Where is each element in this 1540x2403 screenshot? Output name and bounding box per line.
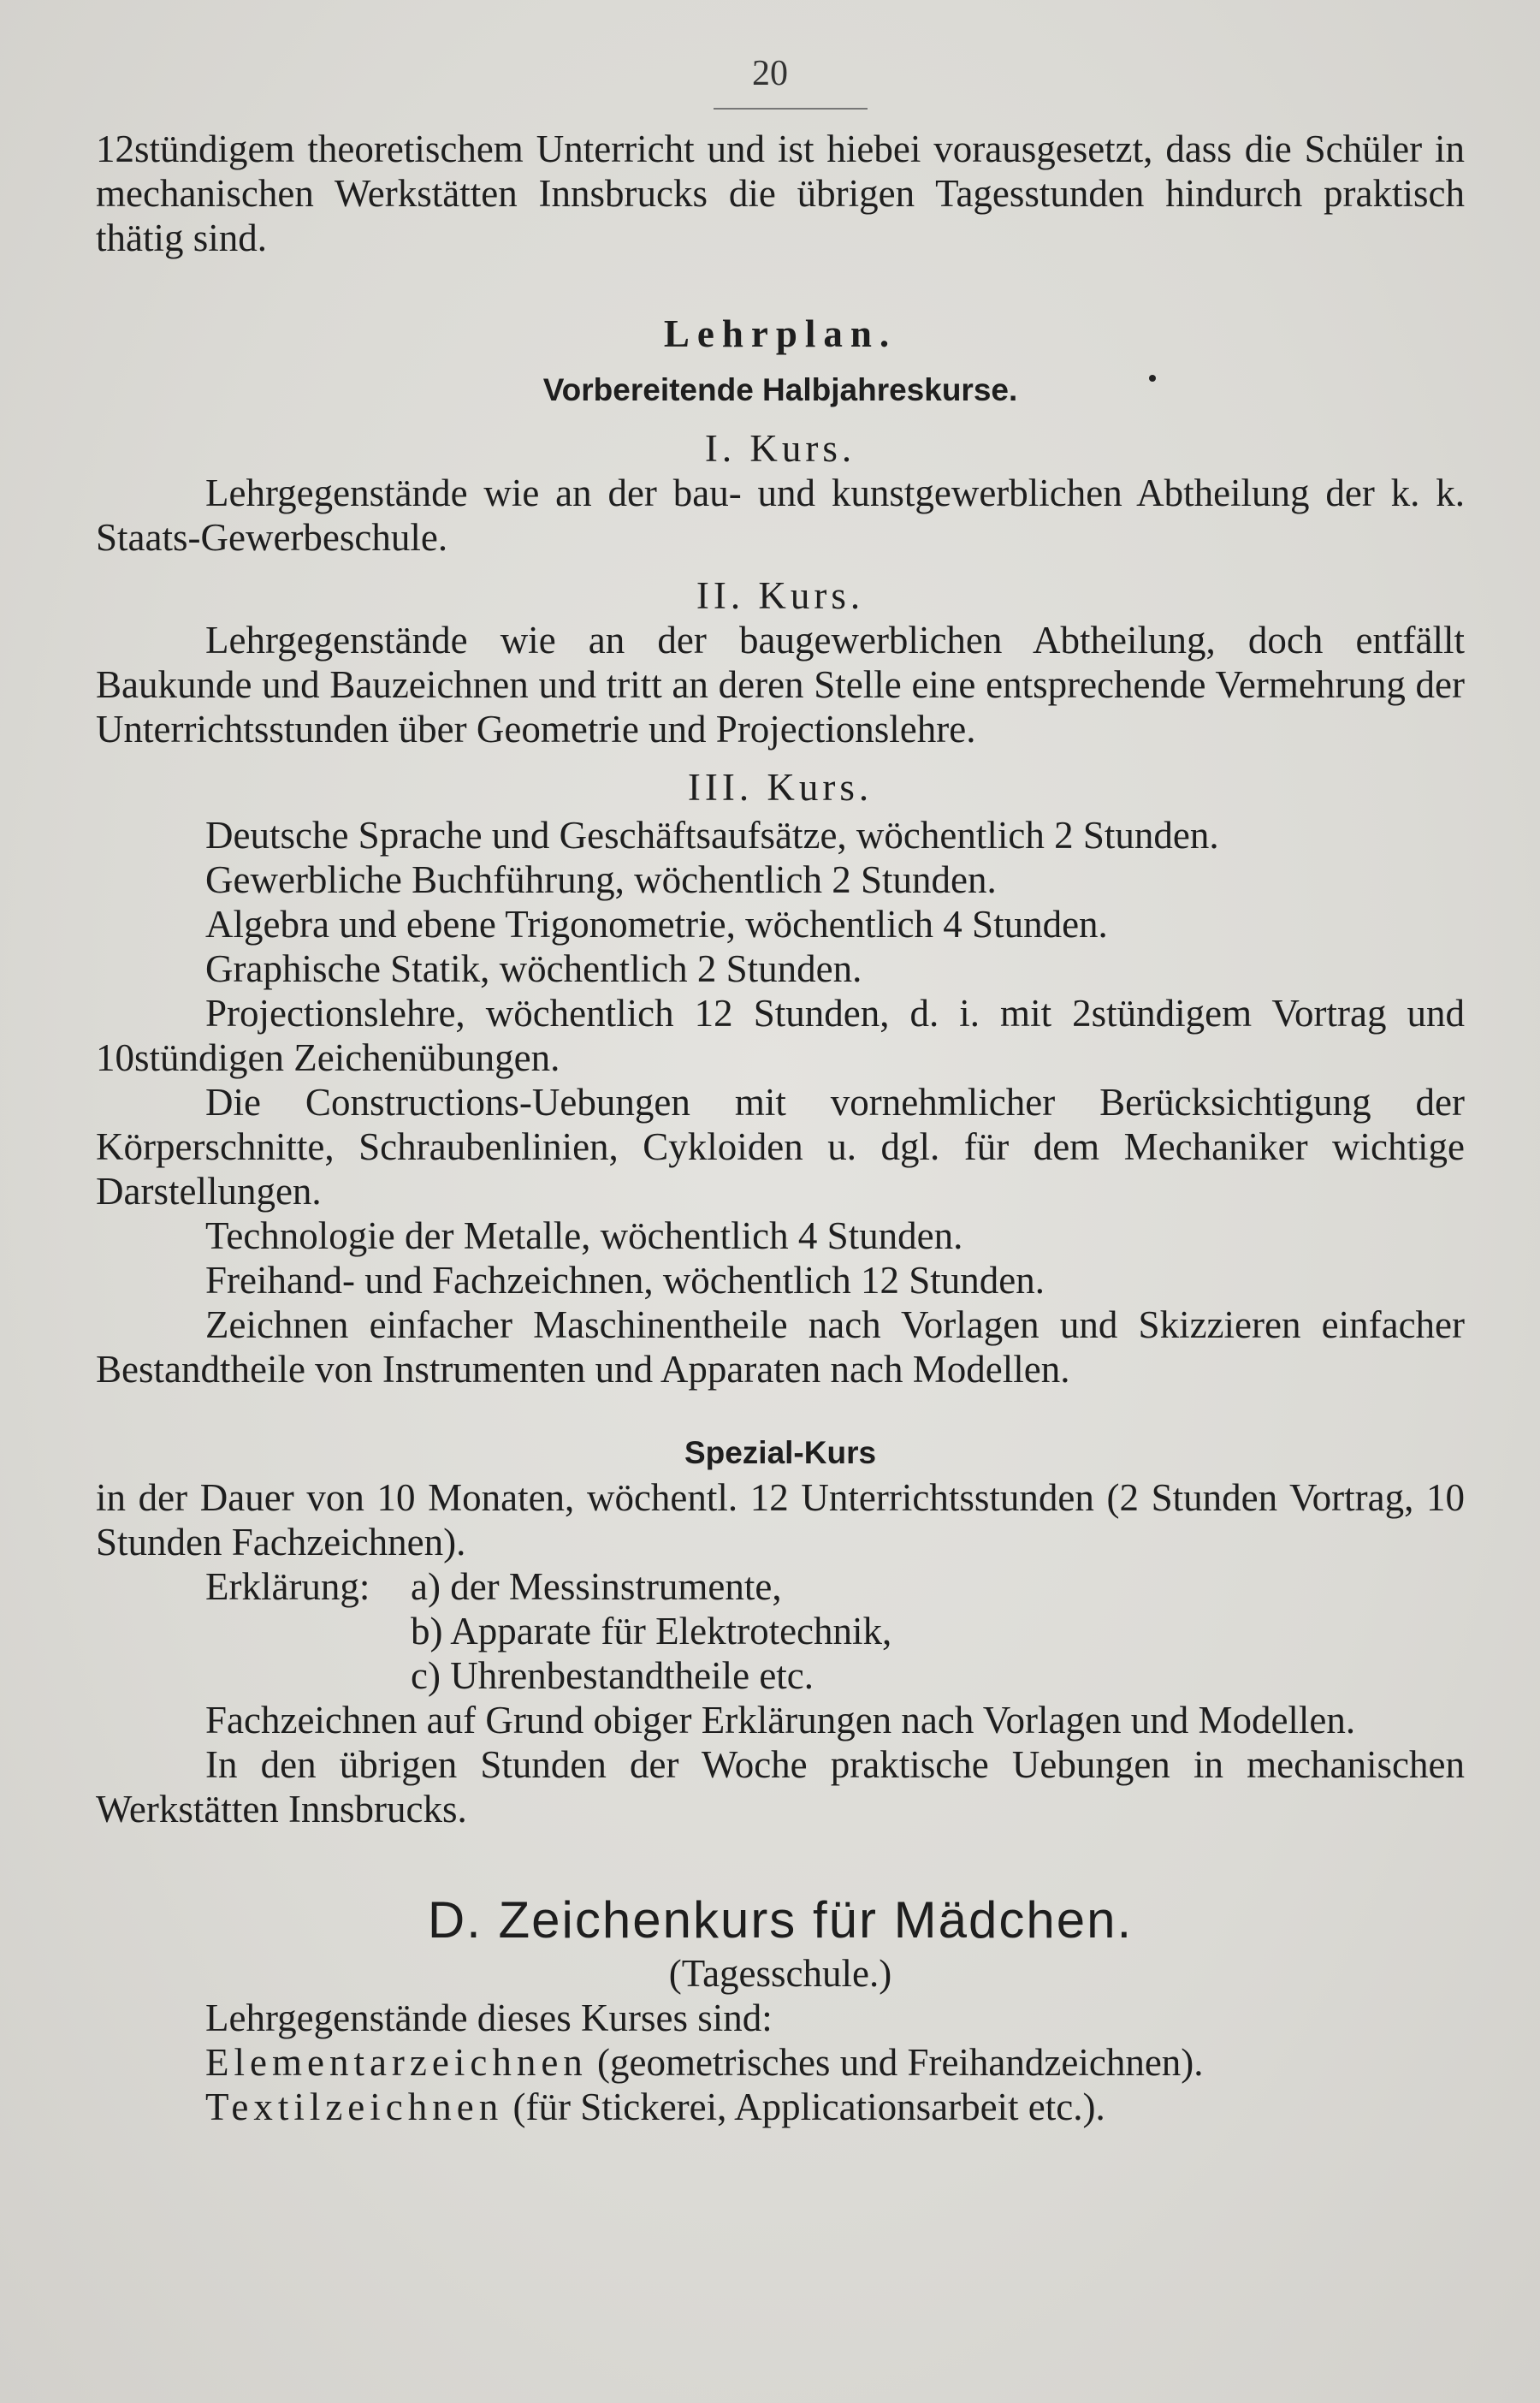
kurs3-heading: III. Kurs. <box>687 766 874 809</box>
kurs2-heading: II. Kurs. <box>696 574 865 617</box>
kurs3-list <box>96 813 1465 1391</box>
kurs3-item: Zeichnen einfacher Maschinentheile nach Vorlagen und Skizzieren einfacher Bestandtheile von Instrumenten und Apparaten nach Modellen. <box>96 1303 1465 1391</box>
lehrplan-heading: Lehrplan. <box>663 312 897 355</box>
section-d-item <box>96 2040 1465 2085</box>
section-d-item-rest: (für Stickerei, Applicationsarbeit etc.). <box>503 2086 1105 2128</box>
kurs3-item: Deutsche Sprache und Geschäftsaufsätze, wöchentlich 2 Stunden. <box>205 814 1219 857</box>
kurs2-text: Lehrgegenstände wie an der baugewerblichen Abtheilung, doch entfällt Baukunde und Bauzeichnen und tritt an deren Stelle eine entsprechende Vermehrung der Unterrichtsstunden über Geometrie und Projectionslehre. <box>96 619 1465 751</box>
vorbereitende-heading: Vorbereitende Halbjahreskurse. <box>542 372 1018 407</box>
page-number: 20 <box>752 54 788 93</box>
page-body <box>96 127 1465 2129</box>
erklaerung-item: c) Uhrenbestandtheile etc. <box>411 1654 814 1697</box>
erklaerung-item: a) der Messinstrumente, <box>411 1565 782 1608</box>
kurs3-item: Projectionslehre, wöchentlich 12 Stunden, d. i. mit 2stündigem Vortrag und 10stündigen Zeichenübungen. <box>96 992 1465 1079</box>
erklaerung-item: b) Apparate für Elektrotechnik, <box>411 1610 892 1652</box>
section-d-item-term: Textilzeichnen <box>205 2086 504 2128</box>
section-d-item-term: Elementarzeichnen <box>205 2041 588 2084</box>
section-d-heading: D. Zeichenkurs für Mädchen. <box>427 1891 1134 1949</box>
section-d-item <box>96 2085 1465 2129</box>
uebungen-text: In den übrigen Stunden der Woche praktische Uebungen in mechanischen Werkstätten Innsbrucks. <box>96 1743 1465 1830</box>
intro-paragraph: 12stündigem theoretischem Unterricht und ist hiebei vorausgesetzt, dass die Schüler in mechanischen Werkstätten Innsbrucks die übrigen Tagesstunden hindurch praktisch thätig sind. <box>96 128 1465 259</box>
erklaerung-label: Erklärung: <box>205 1565 370 1608</box>
section-d-subtitle: (Tagesschule.) <box>668 1952 892 1995</box>
kurs3-item: Gewerbliche Buchführung, wöchentlich 2 Stunden. <box>205 858 997 901</box>
kurs3-item: Graphische Statik, wöchentlich 2 Stunden. <box>205 947 862 990</box>
kurs1-text: Lehrgegenstände wie an der bau- und kunstgewerblichen Abtheilung der k. k. Staats-Gewerbeschule. <box>96 472 1465 559</box>
section-d-intro: Lehrgegenstände dieses Kurses sind: <box>205 1997 773 2039</box>
kurs3-item: Freihand- und Fachzeichnen, wöchentlich 12 Stunden. <box>205 1259 1045 1302</box>
erklaerung-block <box>96 1564 1465 1698</box>
page-number-rule <box>714 108 868 110</box>
kurs3-item: Algebra und ebene Trigonometrie, wöchentlich 4 Stunden. <box>205 903 1108 946</box>
section-d-item-rest: (geometrisches und Freihandzeichnen). <box>587 2041 1204 2084</box>
kurs1-heading: I. Kurs. <box>704 427 856 470</box>
fachzeichnen-text: Fachzeichnen auf Grund obiger Erklärungen nach Vorlagen und Modellen. <box>205 1699 1356 1741</box>
spezial-heading: Spezial-Kurs <box>684 1435 877 1470</box>
kurs3-item: Technologie der Metalle, wöchentlich 4 Stunden. <box>205 1214 963 1257</box>
kurs3-item: Die Constructions-Uebungen mit vornehmlicher Berücksichtigung der Körperschnitte, Schraubenlinien, Cykloiden u. dgl. für dem Mechaniker wichtige Darstellungen. <box>96 1081 1465 1213</box>
spezial-text: in der Dauer von 10 Monaten, wöchentl. 12 Unterrichtsstunden (2 Stunden Vortrag, 10 Stunden Fachzeichnen). <box>96 1476 1465 1563</box>
